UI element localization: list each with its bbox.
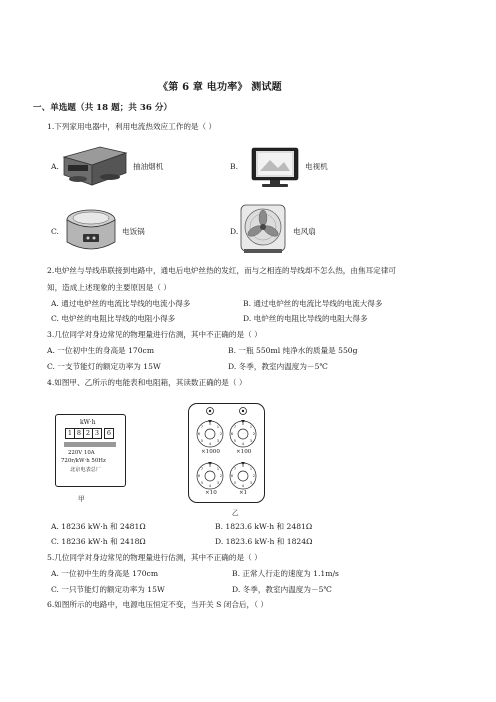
svg-text:0: 0	[208, 422, 212, 426]
svg-text:5: 5	[200, 439, 204, 443]
rice-cooker-image	[63, 206, 119, 258]
meter-digit: 3	[93, 428, 102, 439]
tv-image	[250, 146, 300, 194]
meter-digit-decimal: 6	[104, 428, 114, 439]
q4-option-d: D. 1823.6 kW·h 和 1824Ω	[215, 537, 313, 546]
q2-option-c: C. 电炉丝的电阻比导线的电阻小得多	[51, 314, 176, 323]
svg-text:1: 1	[249, 425, 253, 429]
q1-option-d-letter: D.	[230, 227, 239, 236]
q6-stem: 6.如图所示的电路中，电源电压恒定不变，当开关 S 闭合后，（ ）	[47, 600, 268, 609]
q5-option-a: A. 一位初中生的身高是 170cm	[51, 569, 159, 578]
svg-text:3: 3	[216, 439, 220, 443]
q1-option-a-text: 抽油烟机	[133, 162, 164, 171]
svg-text:2: 2	[219, 474, 223, 478]
meter-disc-window	[64, 442, 116, 447]
q2-stem-line2: 知，造成上述现象的主要原因是（ ）	[47, 283, 171, 292]
svg-text:1: 1	[249, 467, 253, 471]
svg-text:4: 4	[241, 484, 245, 488]
q1-option-d-text: 电风扇	[293, 227, 316, 236]
svg-text:6: 6	[230, 432, 234, 436]
meter-rating-line2: 720r/kW·h 50Hz	[61, 458, 106, 464]
q4-option-c: C. 18236 kW·h 和 2418Ω	[51, 537, 146, 546]
q3-option-d: D. 冬季，教室内温度为－5℃	[228, 362, 328, 371]
knob-label-ones: ×1	[239, 490, 248, 496]
q1-option-b-text: 电视机	[305, 162, 328, 171]
meter-digits	[65, 428, 114, 439]
q4-stem: 4.如图甲、乙所示的电能表和电阻箱，其读数正确的是（ ）	[47, 378, 247, 387]
svg-text:6: 6	[197, 432, 201, 436]
svg-text:2: 2	[219, 432, 223, 436]
svg-text:0: 0	[241, 422, 245, 426]
svg-text:5: 5	[233, 439, 237, 443]
q4-option-a: A. 18236 kW·h 和 2481Ω	[51, 522, 146, 531]
q5-option-b: B. 正常人行走的速度为 1.1m/s	[232, 569, 339, 578]
meter-digit: 1	[65, 428, 75, 439]
q1-option-c-letter: C.	[51, 227, 59, 236]
q5-option-c: C. 一只节能灯的额定功率为 15W	[51, 585, 165, 594]
q3-option-c: C. 一支节能灯的额定功率为 15W	[47, 362, 161, 371]
svg-text:5: 5	[200, 481, 204, 485]
q2-stem-line1: 2.电炉丝与导线串联接到电路中，通电后电炉丝热的发红，而与之相连的导线却不怎么热，由焦耳定律可	[47, 266, 396, 275]
q1-option-c-text: 电饭锅	[122, 227, 145, 236]
electricity-meter	[55, 414, 126, 487]
q3-stem: 3.几位同学对身边常见的物理量进行估测，其中不正确的是（ ）	[47, 330, 262, 339]
knob-label-thousands: ×1000	[201, 449, 220, 455]
svg-text:3: 3	[249, 481, 253, 485]
svg-text:3: 3	[249, 439, 253, 443]
q2-option-b: B. 通过电炉丝的电流比导线的电流大得多	[243, 299, 383, 308]
svg-text:1: 1	[216, 467, 220, 471]
svg-text:3: 3	[216, 481, 220, 485]
q2-option-a: A. 通过电炉丝的电流比导线的电流小得多	[51, 299, 191, 308]
svg-text:1: 1	[216, 425, 220, 429]
svg-text:0: 0	[241, 464, 245, 468]
meter-maker: 北京电表总厂	[70, 467, 102, 473]
svg-text:7: 7	[200, 467, 204, 471]
meter-digit: 2	[84, 428, 93, 439]
svg-text:5: 5	[233, 481, 237, 485]
q1-option-a-letter: A.	[51, 162, 59, 171]
svg-text:0: 0	[208, 464, 212, 468]
svg-text:6: 6	[197, 474, 201, 478]
svg-text:7: 7	[233, 425, 237, 429]
meter-unit: kW·h	[80, 419, 96, 426]
svg-text:7: 7	[233, 467, 237, 471]
q1-stem: 1.下列家用电器中，利用电流热效应工作的是（ ）	[47, 122, 217, 131]
svg-text:6: 6	[230, 474, 234, 478]
knob-label-tens: ×10	[205, 490, 217, 496]
q3-option-b: B. 一瓶 550ml 纯净水的质量是 550g	[228, 346, 358, 355]
q3-option-a: A. 一位初中生的身高是 170cm	[47, 346, 155, 355]
q4-option-b: B. 1823.6 kW·h 和 2481Ω	[215, 522, 313, 531]
electric-fan-image	[238, 203, 288, 259]
page-title: 《第 6 章 电功率》 测试题	[158, 82, 282, 93]
knob-label-hundreds: ×100	[236, 449, 252, 455]
range-hood-image	[60, 143, 130, 195]
meter-digit: 8	[75, 428, 84, 439]
section-heading: 一、单选题（共 18 题；共 36 分）	[33, 103, 173, 113]
q5-stem: 5.几位同学对身边常见的物理量进行估测，其中不正确的是（ ）	[47, 553, 262, 562]
box-caption: 乙	[232, 509, 239, 517]
svg-text:2: 2	[252, 474, 256, 478]
svg-text:4: 4	[241, 442, 245, 446]
svg-text:7: 7	[200, 425, 204, 429]
resistance-box	[188, 403, 265, 503]
svg-text:4: 4	[208, 484, 212, 488]
meter-rating-line1: 220V 10A	[68, 450, 95, 456]
q2-option-d: D. 电炉丝的电阻比导线的电阻大得多	[243, 314, 368, 323]
svg-text:4: 4	[208, 442, 212, 446]
q5-option-d: D. 冬季，教室内温度为－5℃	[232, 585, 332, 594]
q1-option-b-letter: B.	[230, 162, 238, 171]
meter-caption: 甲	[78, 495, 85, 503]
svg-text:2: 2	[252, 432, 256, 436]
